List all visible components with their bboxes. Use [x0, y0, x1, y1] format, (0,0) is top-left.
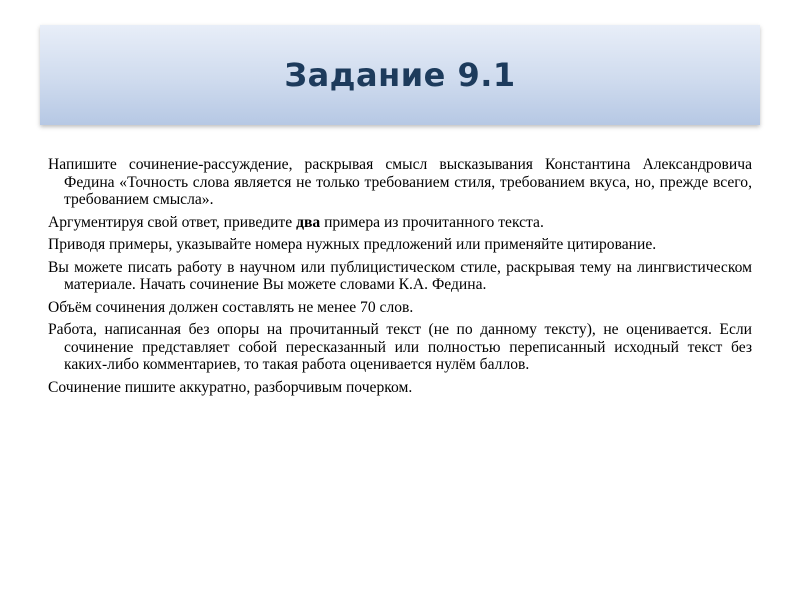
- paragraph-citation-rule: Приводя примеры, указывайте номера нужных предложений или применяйте цитирование.: [48, 236, 657, 253]
- paragraph-examples-count-end: примера из прочитанного текста.: [320, 213, 544, 231]
- title-band: [40, 25, 760, 125]
- paragraph-examples-count-start: Аргументируя свой ответ, приведите: [48, 213, 297, 231]
- paragraph-handwriting-rule: Сочинение пишите аккуратно, разборчивым почерком.: [48, 378, 413, 396]
- paragraph-style-rule: Вы можете писать работу в научном или публицистическом стиле, раскрывая тему на лингвистическом материале. Начать сочинение Вы можете словами К.А. Федина.: [48, 258, 752, 293]
- paragraph-examples-count: [48, 214, 752, 232]
- task-text: [48, 156, 752, 401]
- slide-title: Задание 9.1: [284, 56, 516, 94]
- paragraph-length-rule: Объём сочинения должен составлять не менее 70 слов.: [48, 298, 414, 316]
- paragraph-essay-prompt: Напишите сочинение-рассуждение, раскрывая смысл высказывания Константина Александровича Федина «Точность слова является не только требованием стиля, требованием вкуса, но, прежде всего, требованием смысла».: [48, 156, 752, 208]
- paragraph-grading-rule: Работа, написанная без опоры на прочитанный текст (не по данному тексту), не оценивается. Если сочинение представляет собой пересказанный или полностью переписанный исходный текст без каких-либо комментариев, то такая работа оценивается нулём баллов.: [48, 321, 752, 373]
- paragraph-examples-count-bold: два: [296, 213, 321, 231]
